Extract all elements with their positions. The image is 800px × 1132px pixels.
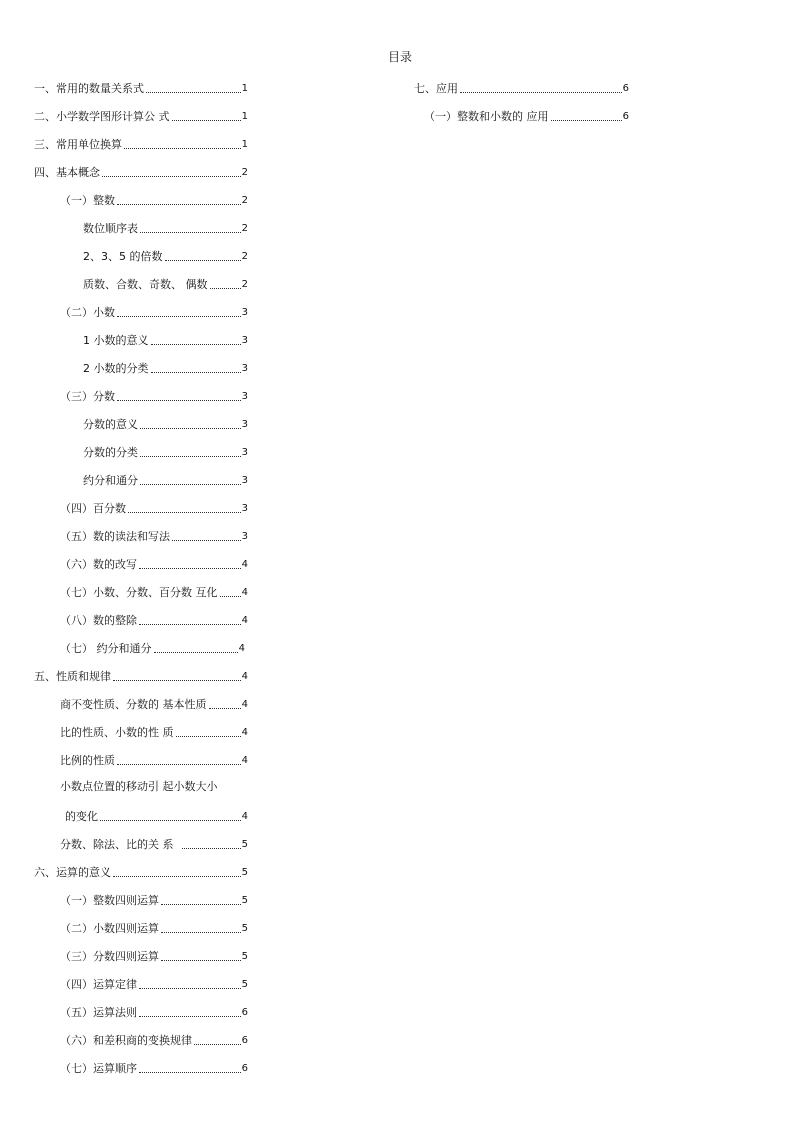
- toc-page-number: 1: [241, 111, 248, 122]
- toc-entry[interactable]: [65, 806, 248, 824]
- toc-page-number: 5: [241, 895, 248, 906]
- toc-label: 的变化: [65, 810, 98, 823]
- toc-entry[interactable]: [414, 78, 629, 96]
- toc-page-number: 1: [241, 139, 248, 150]
- toc-page-number: 5: [241, 923, 248, 934]
- toc-leader: [194, 1044, 241, 1045]
- toc-leader: [117, 400, 241, 401]
- toc-page-number: 5: [241, 867, 248, 878]
- toc-entry[interactable]: [60, 946, 248, 964]
- toc-entry[interactable]: [60, 722, 248, 740]
- toc-page-number: 4: [241, 587, 248, 598]
- toc-entry[interactable]: [34, 862, 248, 880]
- toc-leader: [210, 288, 241, 289]
- toc-page-number: 2: [241, 251, 248, 262]
- toc-page-number: 2: [241, 195, 248, 206]
- toc-entry[interactable]: [60, 498, 248, 516]
- toc-leader: [139, 568, 241, 569]
- toc-entry[interactable]: [34, 666, 248, 684]
- toc-entry[interactable]: [60, 1030, 248, 1048]
- toc-leader: [124, 148, 241, 149]
- toc-page-number: 2: [241, 279, 248, 290]
- toc-leader: [102, 176, 241, 177]
- toc-label: （七）小数、分数、百分数 互化: [60, 586, 218, 599]
- toc-entry[interactable]: [60, 974, 248, 992]
- toc-label: （一）整数四则运算: [60, 894, 159, 907]
- toc-label: （五）数的读法和写法: [60, 530, 170, 543]
- toc-page-number: 3: [241, 531, 248, 542]
- toc-leader: [140, 428, 241, 429]
- toc-entry[interactable]: [83, 442, 248, 460]
- toc-entry[interactable]: [60, 834, 248, 852]
- toc-page-number: 6: [241, 1063, 248, 1074]
- toc-label: （三）分数四则运算: [60, 950, 159, 963]
- toc-entry[interactable]: [60, 386, 248, 404]
- toc-leader: [209, 708, 241, 709]
- toc-label: 比例的性质: [60, 754, 115, 767]
- toc-label: 商不变性质、分数的 基本性质: [60, 698, 207, 711]
- toc-page-number: 6: [241, 1035, 248, 1046]
- toc-label: 数位顺序表: [83, 222, 138, 235]
- toc-leader: [165, 260, 241, 261]
- toc-page-number: 3: [241, 307, 248, 318]
- toc-page-number: 4: [241, 671, 248, 682]
- toc-page-number: 4: [241, 559, 248, 570]
- toc-label: 比的性质、小数的性 质: [60, 726, 174, 739]
- toc-page-number: 4: [241, 811, 248, 822]
- toc-leader: [139, 1072, 241, 1073]
- toc-leader: [460, 92, 622, 93]
- toc-page-number: 4: [241, 615, 248, 626]
- toc-entry[interactable]: [60, 582, 248, 600]
- toc-leader: [551, 120, 622, 121]
- toc-entry[interactable]: [60, 918, 248, 936]
- toc-entry[interactable]: [83, 246, 248, 264]
- toc-label: （四）百分数: [60, 502, 126, 515]
- toc-entry[interactable]: [60, 750, 248, 768]
- toc-label: （六）数的改写: [60, 558, 137, 571]
- toc-entry[interactable]: [83, 470, 248, 488]
- toc-leader: [154, 652, 238, 653]
- toc-leader: [176, 736, 241, 737]
- toc-leader: [139, 988, 241, 989]
- toc-leader: [113, 876, 241, 877]
- toc-leader: [100, 820, 241, 821]
- toc-label: 质数、合数、奇数、 偶数: [83, 278, 208, 291]
- toc-entry[interactable]: [60, 1002, 248, 1020]
- toc-entry[interactable]: [83, 330, 248, 348]
- toc-label: 七、应用: [414, 82, 458, 95]
- toc-leader: [128, 512, 241, 513]
- toc-entry[interactable]: [34, 134, 248, 152]
- toc-label: （四）运算定律: [60, 978, 137, 991]
- toc-leader: [113, 680, 241, 681]
- toc-entry[interactable]: [60, 638, 245, 656]
- toc-label: （一）整数和小数的 应用: [424, 110, 549, 123]
- toc-page-number: 3: [241, 335, 248, 346]
- toc-entry[interactable]: [83, 218, 248, 236]
- toc-leader: [161, 932, 241, 933]
- toc-label: 分数的分类: [83, 446, 138, 459]
- toc-page-number: 6: [622, 83, 629, 94]
- toc-entry[interactable]: [34, 78, 248, 96]
- toc-label: 分数的意义: [83, 418, 138, 431]
- toc-page-number: 4: [241, 755, 248, 766]
- toc-entry[interactable]: [60, 526, 248, 544]
- toc-leader: [139, 1016, 241, 1017]
- toc-entry[interactable]: [83, 274, 248, 292]
- toc-entry[interactable]: [60, 1058, 248, 1076]
- toc-page-number: 5: [241, 839, 248, 850]
- toc-label: 1 小数的意义: [83, 334, 149, 347]
- toc-page-number: 3: [241, 363, 248, 374]
- toc-label: 四、基本概念: [34, 166, 100, 179]
- toc-label: 一、常用的数量关系式: [34, 82, 144, 95]
- toc-leader: [146, 92, 241, 93]
- toc-page-number: 3: [241, 503, 248, 514]
- toc-label: 三、常用单位换算: [34, 138, 122, 151]
- toc-entry[interactable]: [60, 694, 248, 712]
- toc-page-number: 1: [241, 83, 248, 94]
- toc-label: 六、运算的意义: [34, 866, 111, 879]
- toc-title: 目录: [387, 50, 412, 64]
- toc-label: （二）小数四则运算: [60, 922, 159, 935]
- toc-entry[interactable]: [60, 302, 248, 320]
- toc-label: 2、3、5 的倍数: [83, 250, 163, 263]
- toc-page-number: 3: [241, 419, 248, 430]
- toc-leader: [117, 764, 241, 765]
- toc-leader: [140, 484, 241, 485]
- toc-label: （七） 约分和通分: [60, 642, 152, 655]
- toc-entry[interactable]: [60, 890, 248, 908]
- toc-page-number: 6: [241, 1007, 248, 1018]
- toc-leader: [140, 232, 241, 233]
- toc-leader: [151, 372, 241, 373]
- toc-leader: [161, 960, 241, 961]
- toc-page-number: 4: [241, 727, 248, 738]
- toc-label: 二、小学数学图形计算公 式: [34, 110, 170, 123]
- toc-page-number: 3: [241, 447, 248, 458]
- toc-label: 五、性质和规律: [34, 670, 111, 683]
- toc-entry[interactable]: [34, 162, 248, 180]
- toc-entry[interactable]: [34, 106, 248, 124]
- toc-entry[interactable]: [424, 106, 629, 124]
- toc-label: 约分和通分: [83, 474, 138, 487]
- toc-leader: [117, 204, 241, 205]
- toc-entry[interactable]: [83, 414, 248, 432]
- toc-label: （三）分数: [60, 390, 115, 403]
- toc-leader: [182, 848, 241, 849]
- toc-entry-heading-line[interactable]: 小数点位置的移动引 起小数大小: [60, 780, 218, 793]
- toc-label: （八）数的整除: [60, 614, 137, 627]
- toc-page-number: 5: [241, 979, 248, 990]
- toc-page-number: 2: [241, 167, 248, 178]
- toc-entry[interactable]: [60, 554, 248, 572]
- toc-entry[interactable]: [60, 190, 248, 208]
- toc-label: （六）和差积商的变换规律: [60, 1034, 192, 1047]
- toc-page-number: 5: [241, 951, 248, 962]
- toc-leader: [172, 540, 241, 541]
- toc-page-number: 4: [238, 643, 245, 654]
- toc-leader: [151, 344, 241, 345]
- toc-page-number: 2: [241, 223, 248, 234]
- toc-leader: [140, 456, 241, 457]
- toc-page-number: 4: [241, 699, 248, 710]
- toc-label: （五）运算法则: [60, 1006, 137, 1019]
- toc-leader: [161, 904, 241, 905]
- toc-label: 分数、除法、比的关 系: [60, 838, 174, 851]
- toc-label: 2 小数的分类: [83, 362, 149, 375]
- toc-entry[interactable]: [60, 610, 248, 628]
- toc-page-number: 3: [241, 391, 248, 402]
- toc-page-number: 6: [622, 111, 629, 122]
- toc-entry[interactable]: [83, 358, 248, 376]
- toc-label: （七）运算顺序: [60, 1062, 137, 1075]
- toc-label: （一）整数: [60, 194, 115, 207]
- toc-page-number: 3: [241, 475, 248, 486]
- toc-leader: [139, 624, 241, 625]
- toc-leader: [117, 316, 241, 317]
- toc-leader: [220, 596, 241, 597]
- toc-label: （二）小数: [60, 306, 115, 319]
- toc-leader: [172, 120, 241, 121]
